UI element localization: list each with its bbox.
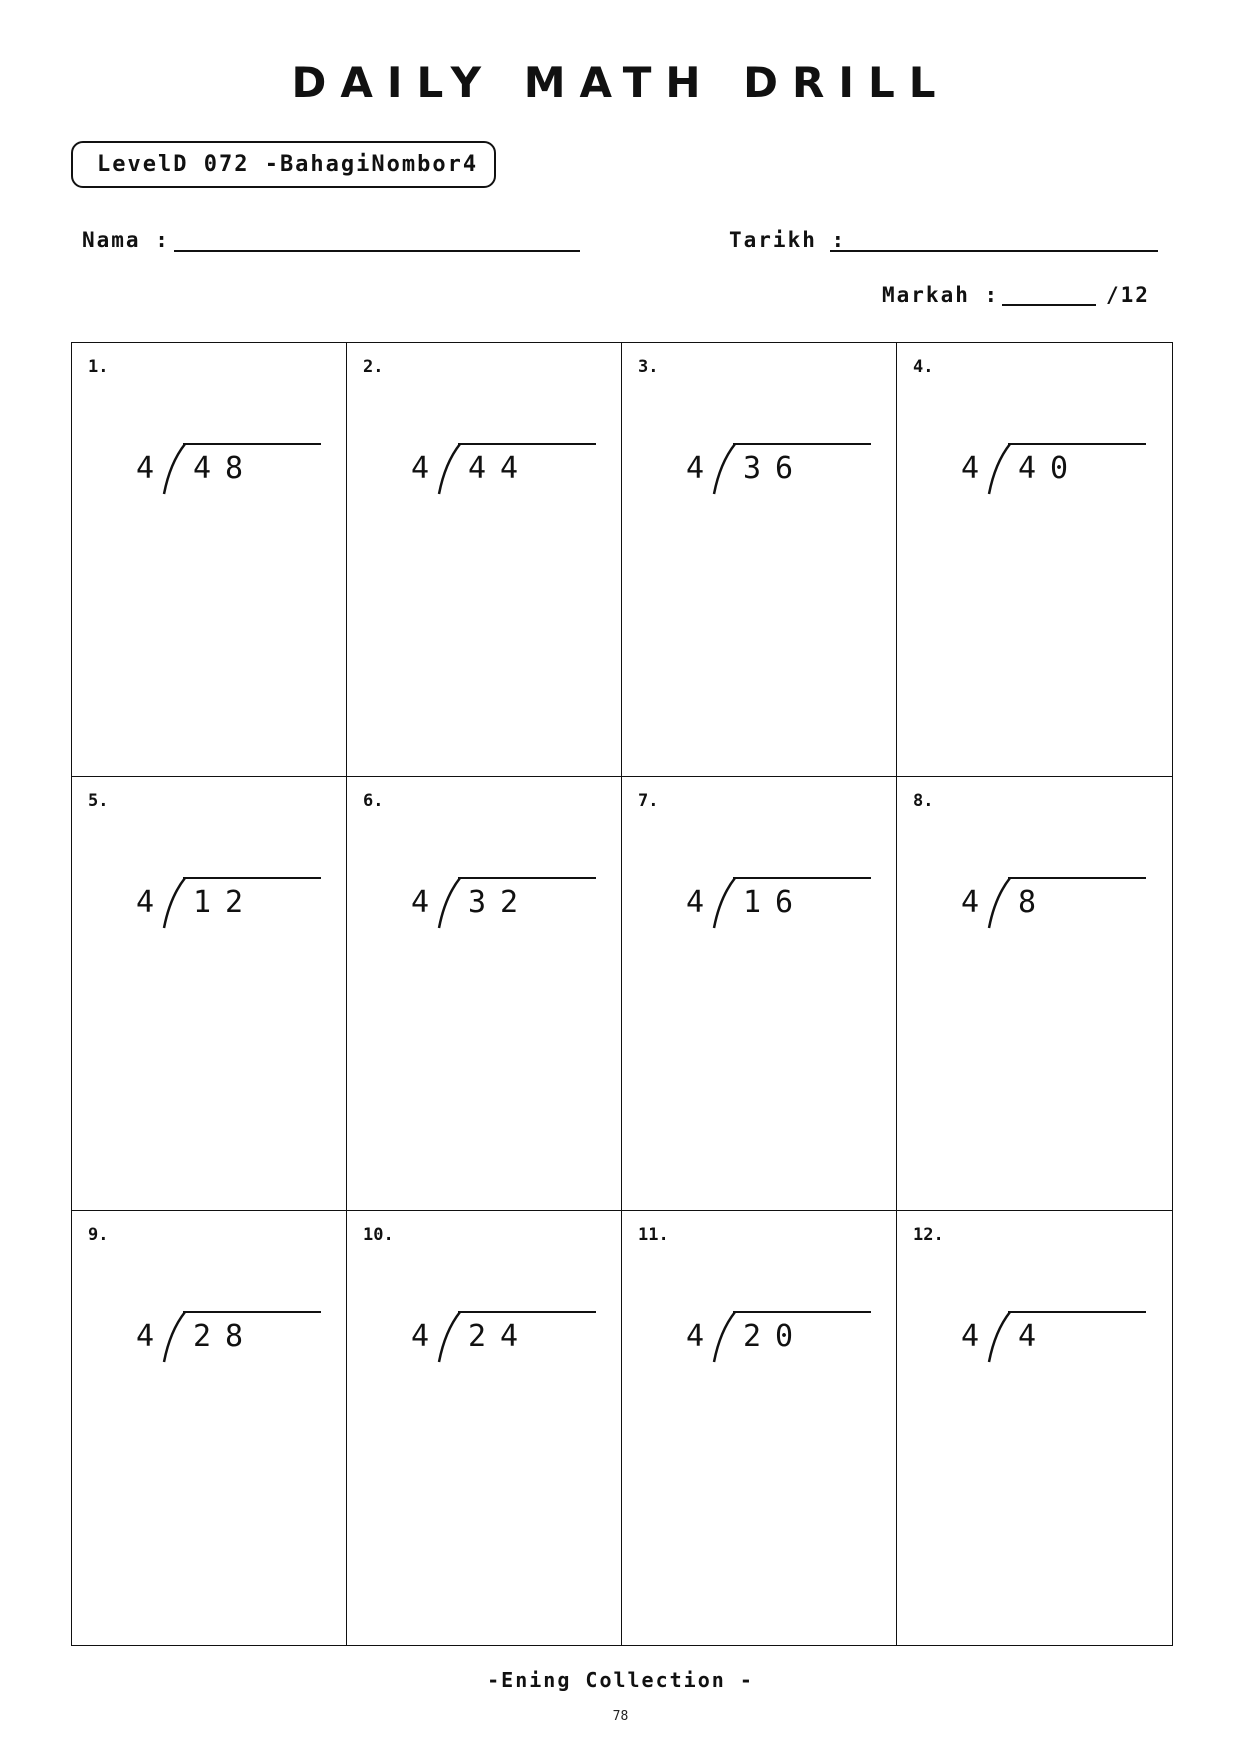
- problem-cell[interactable]: [347, 1211, 622, 1645]
- level-label: LevelD 072 -BahagiNombor4: [71, 141, 496, 188]
- problem-number: 4.: [913, 357, 934, 377]
- dividend: 44: [468, 451, 533, 486]
- problem-cell[interactable]: [897, 1211, 1172, 1645]
- division-bracket-icon: [985, 1311, 1013, 1363]
- division-bar: [733, 443, 871, 445]
- dividend: 4: [1018, 1319, 1051, 1354]
- division-bar: [183, 1311, 321, 1313]
- score-label: Markah :: [882, 283, 1000, 307]
- dividend: 16: [743, 885, 808, 920]
- problem-cell[interactable]: [622, 343, 897, 777]
- dividend: 36: [743, 451, 808, 486]
- dividend: 12: [193, 885, 258, 920]
- dividend: 8: [1018, 885, 1051, 920]
- problem-number: 7.: [638, 791, 659, 811]
- problem-grid: [71, 342, 1173, 1646]
- problem-cell[interactable]: [72, 1211, 347, 1645]
- dividend: 20: [743, 1319, 808, 1354]
- score-total: /12: [1106, 283, 1150, 307]
- footer-text: -Ening Collection -: [487, 1668, 754, 1692]
- problem-number: 11.: [638, 1225, 669, 1245]
- division-bracket-icon: [710, 877, 738, 929]
- problem-cell[interactable]: [622, 777, 897, 1211]
- dividend: 48: [193, 451, 258, 486]
- division-bracket-icon: [435, 1311, 463, 1363]
- problem-cell[interactable]: [347, 343, 622, 777]
- page-title: DAILY MATH DRILL: [291, 58, 950, 107]
- problem-number: 6.: [363, 791, 384, 811]
- division-bar: [458, 1311, 596, 1313]
- division-bracket-icon: [160, 443, 188, 495]
- problem-cell[interactable]: [72, 343, 347, 777]
- problem-number: 10.: [363, 1225, 394, 1245]
- problem-cell[interactable]: [72, 777, 347, 1211]
- division-bracket-icon: [435, 877, 463, 929]
- page-number: 78: [612, 1709, 629, 1724]
- dividend: 40: [1018, 451, 1083, 486]
- division-bar: [733, 877, 871, 879]
- date-label: Tarikh :: [729, 228, 847, 252]
- name-field[interactable]: [174, 250, 580, 252]
- dividend: 28: [193, 1319, 258, 1354]
- division-bar: [733, 1311, 871, 1313]
- problem-number: 2.: [363, 357, 384, 377]
- divisor: 4: [961, 1319, 980, 1354]
- divisor: 4: [136, 451, 155, 486]
- problem-number: 12.: [913, 1225, 944, 1245]
- divisor: 4: [136, 885, 155, 920]
- problem-cell[interactable]: [347, 777, 622, 1211]
- dividend: 32: [468, 885, 533, 920]
- division-bar: [458, 877, 596, 879]
- problem-cell[interactable]: [897, 777, 1172, 1211]
- division-bar: [183, 443, 321, 445]
- dividend: 24: [468, 1319, 533, 1354]
- division-bracket-icon: [985, 443, 1013, 495]
- problem-cell[interactable]: [622, 1211, 897, 1645]
- division-bar: [458, 443, 596, 445]
- problem-number: 8.: [913, 791, 934, 811]
- division-bar: [1008, 443, 1146, 445]
- division-bracket-icon: [160, 877, 188, 929]
- divisor: 4: [686, 451, 705, 486]
- division-bracket-icon: [710, 1311, 738, 1363]
- division-bar: [1008, 877, 1146, 879]
- divisor: 4: [686, 1319, 705, 1354]
- divisor: 4: [686, 885, 705, 920]
- divisor: 4: [411, 885, 430, 920]
- division-bracket-icon: [435, 443, 463, 495]
- date-field[interactable]: [830, 250, 1158, 252]
- problem-number: 3.: [638, 357, 659, 377]
- score-field[interactable]: [1002, 304, 1096, 306]
- division-bracket-icon: [985, 877, 1013, 929]
- divisor: 4: [411, 1319, 430, 1354]
- divisor: 4: [961, 885, 980, 920]
- name-label: Nama :: [82, 228, 170, 252]
- problem-number: 1.: [88, 357, 109, 377]
- divisor: 4: [961, 451, 980, 486]
- problem-number: 5.: [88, 791, 109, 811]
- division-bar: [1008, 1311, 1146, 1313]
- division-bar: [183, 877, 321, 879]
- division-bracket-icon: [710, 443, 738, 495]
- problem-number: 9.: [88, 1225, 109, 1245]
- problem-cell[interactable]: [897, 343, 1172, 777]
- divisor: 4: [136, 1319, 155, 1354]
- divisor: 4: [411, 451, 430, 486]
- division-bracket-icon: [160, 1311, 188, 1363]
